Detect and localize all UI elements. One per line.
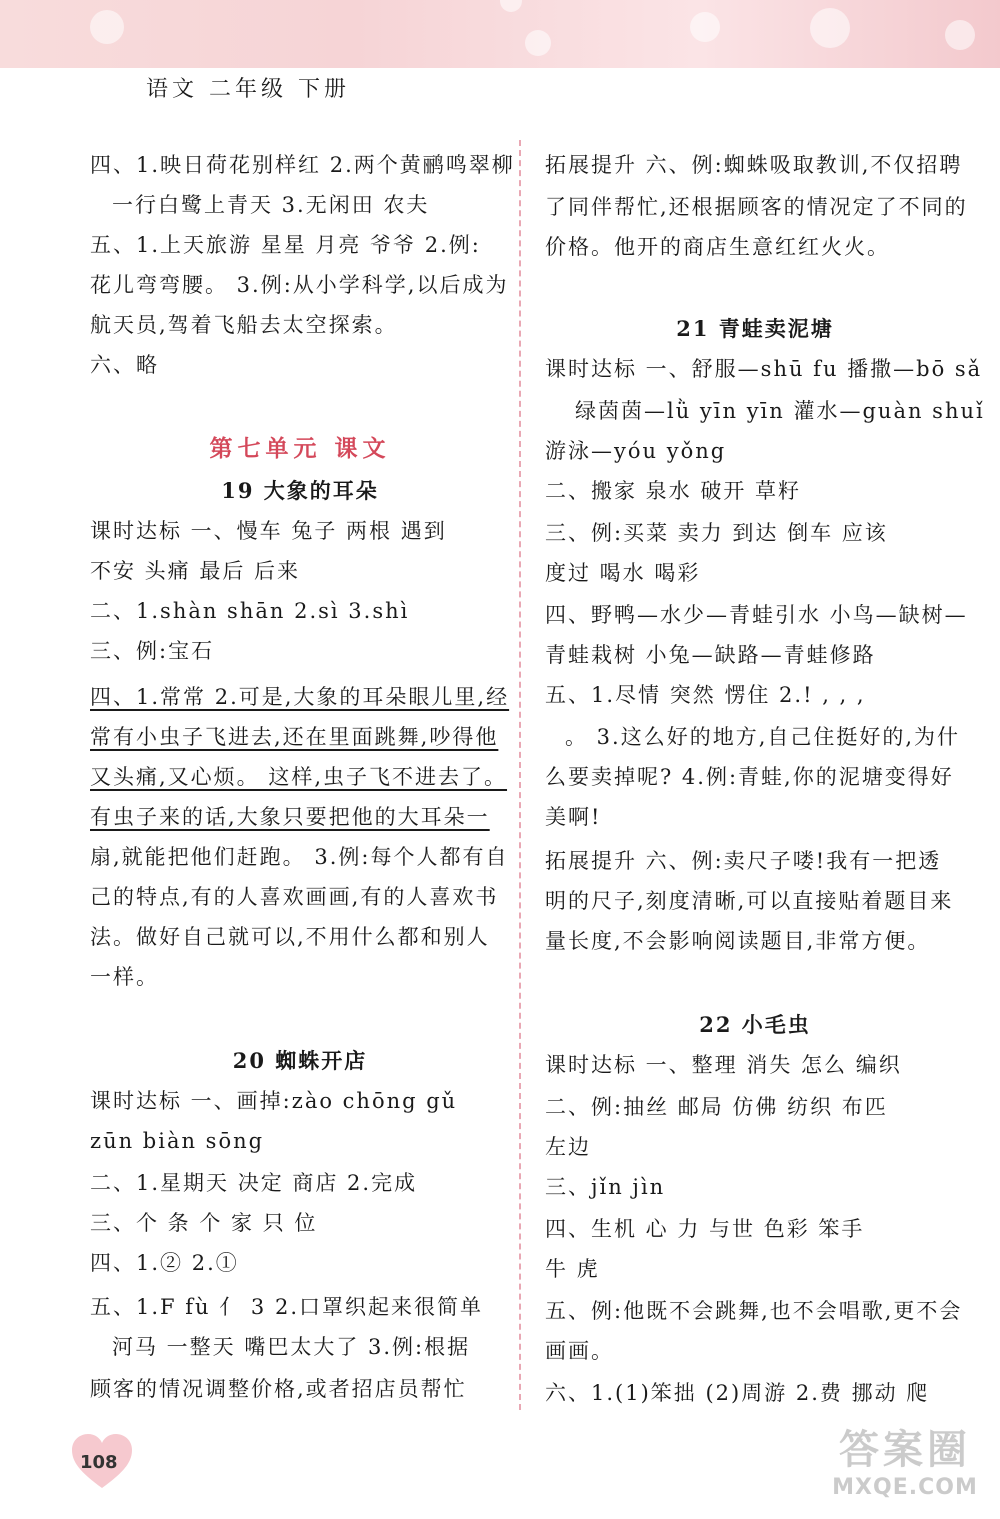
answer-line: 己的特点,有的人喜欢画画,有的人喜欢书 <box>90 885 499 909</box>
answer-line: 扇,就能把他们赶跑。 3.例:每个人都有自 <box>90 845 509 869</box>
answer-line: 了同伴帮忙,还根据顾客的情况定了不同的 <box>545 195 968 219</box>
answer-line: 课时达标 一、画掉:zào chōng gǔ <box>90 1089 458 1113</box>
answer-line: 一样。 <box>90 965 159 989</box>
answer-line: 二、1.shàn shān 2.sì 3.shì <box>90 599 410 623</box>
unit-heading: 第七单元 课文 <box>209 435 391 462</box>
answer-line: 课时达标 一、慢车 兔子 两根 遇到 <box>90 519 447 543</box>
page-number: 108 <box>80 1452 118 1473</box>
answer-line: 有虫子来的话,大象只要把他的大耳朵一 <box>90 805 490 829</box>
lesson-heading: 21 青蛙卖泥塘 <box>676 316 834 341</box>
answer-line: 三、例:买菜 卖力 到达 倒车 应该 <box>545 521 888 545</box>
answer-line: 河马 一整天 嘴巴太大了 3.例:根据 <box>112 1335 471 1359</box>
answer-line: 常有小虫子飞进去,还在里面跳舞,吵得他 <box>90 725 499 749</box>
answer-line: 四、野鸭—水少—青蛙引水 小鸟—缺树— <box>545 603 968 627</box>
answer-line: 花儿弯弯腰。 3.例:从小学科学,以后成为 <box>90 273 509 297</box>
answer-line: 四、1.常常 2.可是,大象的耳朵眼儿里,经 <box>90 685 510 709</box>
answer-line: 度过 喝水 喝彩 <box>545 561 701 585</box>
answer-line: 又头痛,又心烦。 这样,虫子飞不进去了。 <box>90 765 508 789</box>
answer-line: 拓展提升 六、例:卖尺子喽!我有一把透 <box>545 849 942 873</box>
lesson-heading: 20 蜘蛛开店 <box>232 1048 368 1073</box>
answer-line: 价格。他开的商店生意红红火火。 <box>545 235 890 259</box>
answer-line: 四、生机 心 力 与世 色彩 笨手 <box>545 1217 865 1241</box>
answer-line: 六、略 <box>90 353 159 377</box>
answer-line: 三、个 条 个 家 只 位 <box>90 1211 318 1235</box>
answer-line: 么要卖掉呢? 4.例:青蛙,你的泥塘变得好 <box>545 765 954 789</box>
answer-line: 青蛙栽树 小兔—缺路—青蛙修路 <box>545 643 876 667</box>
answer-line: 左边 <box>545 1135 591 1159</box>
answer-line: 二、例:抽丝 邮局 仿佛 纺织 布匹 <box>545 1095 888 1119</box>
answer-line: 顾客的情况调整价格,或者招店员帮忙 <box>90 1377 467 1401</box>
answer-line: 四、1.映日荷花别样红 2.两个黄鹂鸣翠柳 <box>90 153 515 177</box>
answer-line: 法。做好自己就可以,不用什么都和别人 <box>90 925 490 949</box>
answer-line: 一行白鹭上青天 3.无闲田 农夫 <box>112 193 430 217</box>
answer-line: 画画。 <box>545 1339 614 1363</box>
answer-line: 航天员,驾着飞船去太空探索。 <box>90 313 398 337</box>
watermark-logo <box>820 1418 990 1510</box>
answer-line: 不安 头痛 最后 后来 <box>90 559 301 583</box>
lesson-heading: 22 小毛虫 <box>699 1012 811 1037</box>
answer-line: 二、1.星期天 决定 商店 2.完成 <box>90 1171 418 1195</box>
answer-line: 五、1.F fù 亻 3 2.口罩织起来很简单 <box>90 1295 484 1319</box>
answer-line: 明的尺子,刻度清晰,可以直接贴着题目来 <box>545 889 954 913</box>
answer-line: 美啊! <box>545 805 602 829</box>
header-banner <box>0 0 1000 68</box>
answer-line: 四、1.② 2.① <box>90 1251 239 1275</box>
book-title: 语文 二年级 下册 <box>146 77 350 102</box>
watermark-url: MXQE.COM <box>832 1475 978 1500</box>
answer-line: 游泳—yóu yǒng <box>545 439 727 463</box>
answer-line: 课时达标 一、整理 消失 怎么 编织 <box>545 1053 902 1077</box>
answer-line: 五、1.尽情 突然 愣住 2.! , , , <box>545 683 866 707</box>
answer-line: 。 3.这么好的地方,自己住挺好的,为什 <box>565 725 961 749</box>
lesson-heading: 19 大象的耳朵 <box>221 478 379 503</box>
answer-line: 六、1.(1)笨拙 (2)周游 2.费 挪动 爬 <box>545 1381 930 1405</box>
answer-line: zūn biàn sōng <box>90 1129 265 1153</box>
answer-line: 五、1.上天旅游 星星 月亮 爷爷 2.例: <box>90 233 481 257</box>
column-divider <box>519 140 521 1410</box>
answer-line: 三、jǐn jìn <box>545 1175 666 1199</box>
answer-line: 五、例:他既不会跳舞,也不会唱歌,更不会 <box>545 1299 963 1323</box>
answer-line: 牛 虎 <box>545 1257 600 1281</box>
answer-line: 绿茵茵—lǜ yīn yīn 灌水—guàn shuǐ <box>575 399 985 423</box>
answer-line: 二、搬家 泉水 破开 草籽 <box>545 479 802 503</box>
answer-line: 三、例:宝石 <box>90 639 215 663</box>
watermark-text: 答案圈 <box>839 1427 971 1473</box>
answer-line: 量长度,不会影响阅读题目,非常方便。 <box>545 929 931 953</box>
answer-line: 课时达标 一、舒服—shū fu 播撒—bō sǎ <box>545 357 983 381</box>
answer-line: 拓展提升 六、例:蜘蛛吸取教训,不仅招聘 <box>545 153 963 177</box>
